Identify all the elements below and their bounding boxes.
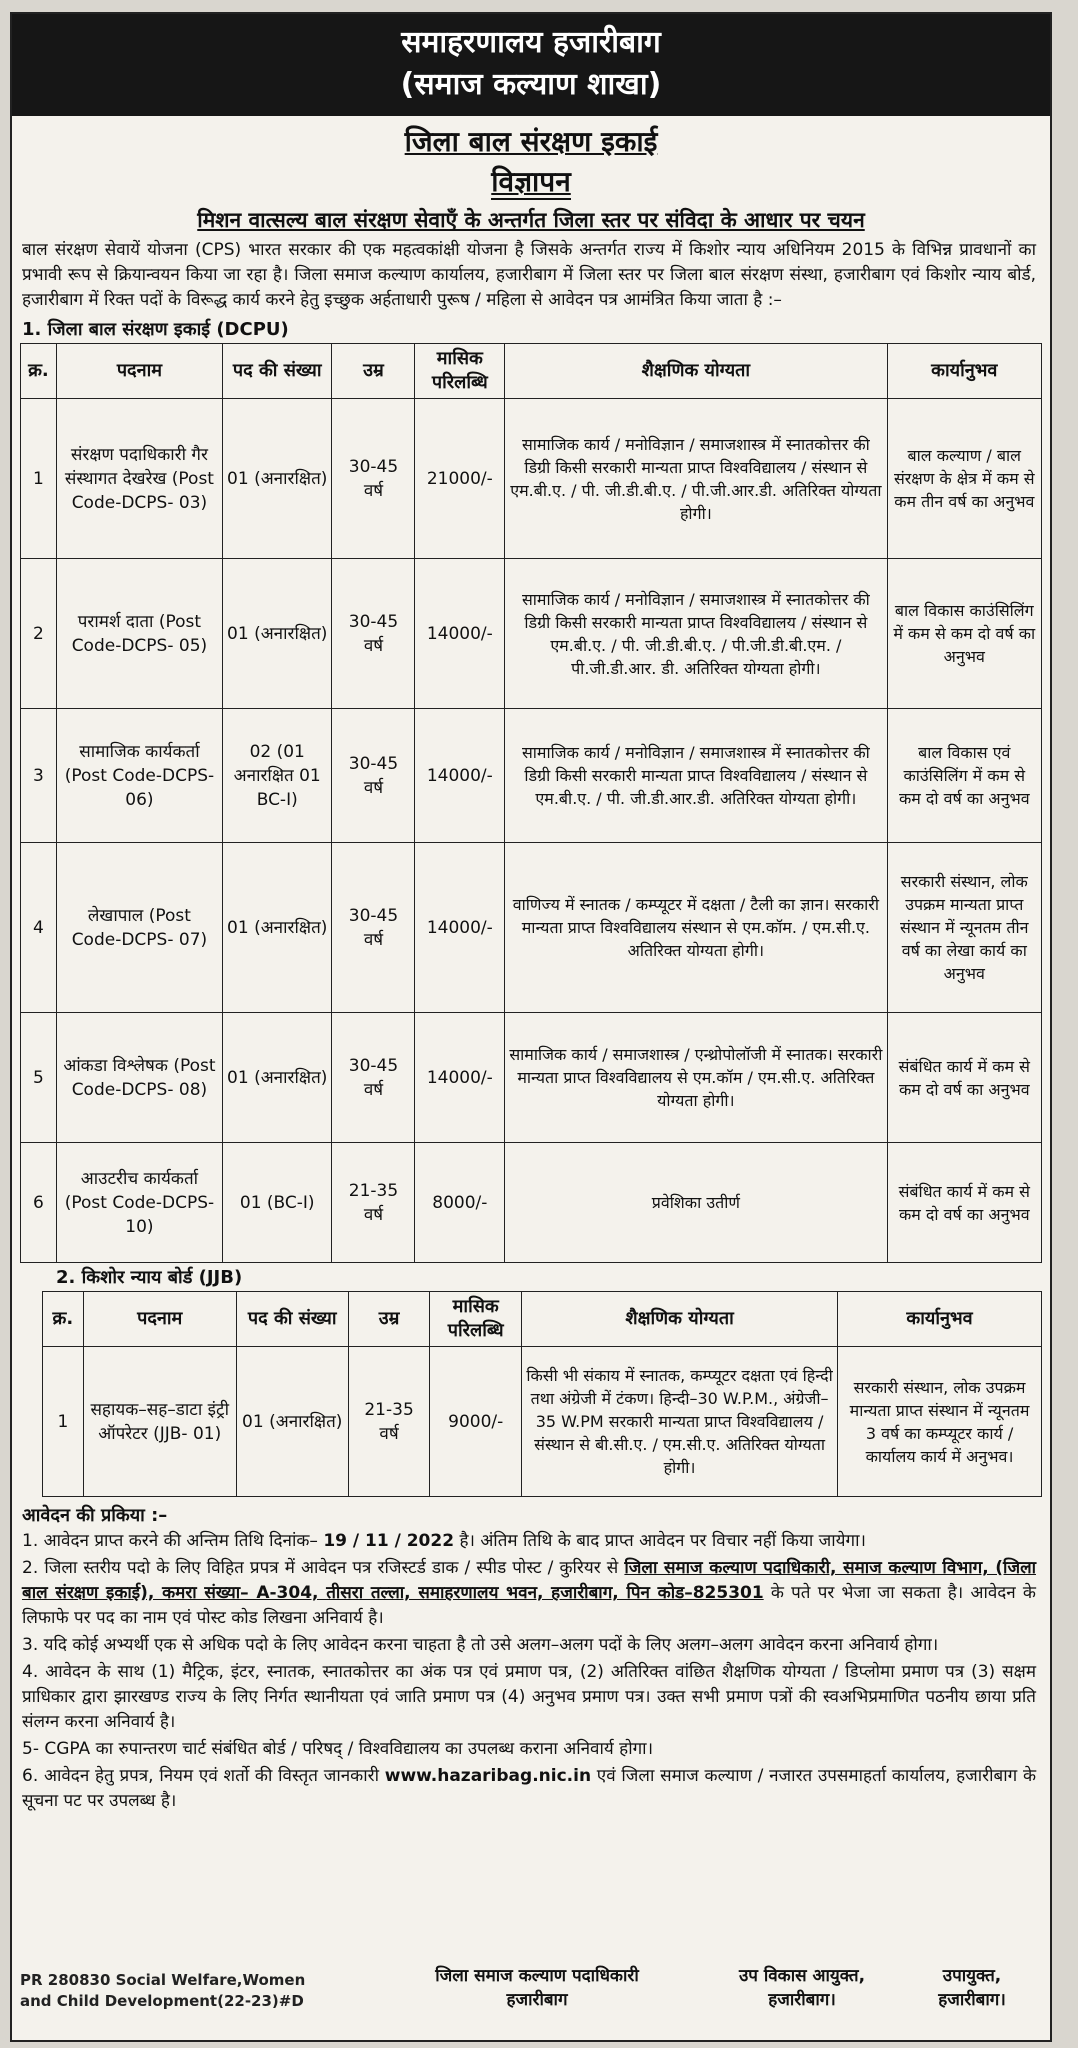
cell-post: लेखापाल (Post Code-DCPS- 07): [56, 843, 222, 1013]
signature-ddc: उप विकास आयुक्त, हजारीबाग।: [738, 1966, 866, 2010]
cell-edu: सामाजिक कार्य / मनोविज्ञान / समाजशास्त्र में स्नातकोत्तर की डिग्री किसी सरकारी मान्यता प्राप्त विश्वविद्यालय / संस्थान से एम.बी.ए. / पी. जी.डी.बी.ए. / पी.जी.आर.डी. अतिरिक्त योग्यता होगी।: [505, 399, 887, 559]
cell-exp: सरकारी संस्थान, लोक उपक्रम मान्यता प्राप्त संस्थान में न्यूनतम तीन वर्ष का लेखा कार्य का अनुभव: [887, 843, 1041, 1013]
table-row: [21, 709, 1042, 843]
table-row: [21, 843, 1042, 1013]
cell-count: 01 (अनारक्षित): [223, 559, 332, 709]
procedure-item-5: 5- CGPA का रुपान्तरण चार्ट संबंधित बोर्ड / परिषद् / विश्वविद्यालय का उपलब्ध कराना अनिवार्य होगा।: [22, 1739, 654, 1759]
advertisement-label: विज्ञापन: [491, 165, 571, 198]
postal-address: जिला समाज कल्याण पदाधिकारी, समाज कल्याण विभाग, (जिला बाल संरक्षण इकाई), कमरा संख्या– A-304, तीसरा तल्ला, समाहरणालय भवन, हजारीबाग, पिन कोड–825301: [22, 1558, 1036, 1603]
col-count: पद की संख्या: [223, 344, 332, 399]
cell-sn: 1: [21, 399, 57, 559]
signature-dswo: जिला समाज कल्याण पदाधिकारी हजारीबाग: [435, 1966, 639, 2010]
col-age: उम्र: [348, 1292, 430, 1347]
last-date: 19 / 11 / 2022: [323, 1531, 455, 1551]
cell-post: परामर्श दाता (Post Code-DCPS- 05): [56, 559, 222, 709]
col-count: पद की संख्या: [236, 1292, 348, 1347]
cell-pay: 14000/-: [415, 709, 505, 843]
cell-age: 21-35 वर्ष: [348, 1347, 430, 1497]
intro-paragraph: बाल संरक्षण सेवायें योजना (CPS) भारत सरकार की एक महत्वकांक्षी योजना है जिसके अन्तर्गत राज्य में किशोर न्याय अधिनियम 2015 के विभिन्न प्रावधानों का प्रभावी रूप से क्रियान्वयन किया जा रहा है। जिला समाज कल्याण कार्यालय, हजारीबाग में जिला स्तर पर जिला बाल संरक्षण संस्था, हजारीबाग एवं किशोर न्याय बोर्ड, हजारीबाग में रिक्त पदों के विरूद्ध कार्य करने हेतु इच्छुक अर्हताधारी पुरूष / महिला से आवेदन पत्र आमंत्रित किया जाता है :–: [22, 240, 1036, 310]
col-post: पदनाम: [56, 344, 222, 399]
cell-age: 30-45 वर्ष: [332, 843, 415, 1013]
table-row: [21, 1013, 1042, 1143]
col-sn: क्र.: [21, 344, 57, 399]
cell-post: सहायक–सह–डाटा इंट्री ऑपरेटर (JJB- 01): [83, 1347, 236, 1497]
cell-edu: सामाजिक कार्य / मनोविज्ञान / समाजशास्त्र में स्नातकोत्तर की डिग्री किसी सरकारी मान्यता प्राप्त विश्वविद्यालय / संस्थान से एम.बी.ए. / पी. जी.डी.आर.डी. अतिरिक्त योग्यता होगी।: [505, 709, 887, 843]
signature-dc: उपायुक्त, हजारीबाग।: [938, 1966, 1006, 2010]
cell-age: 30-45 वर्ष: [332, 1013, 415, 1143]
cell-age: 30-45 वर्ष: [332, 399, 415, 559]
table-row: [21, 399, 1042, 559]
cell-pay: 8000/-: [415, 1143, 505, 1263]
col-pay: मासिक परिलब्धि: [430, 1292, 522, 1347]
mission-line: मिशन वात्सल्य बाल संरक्षण सेवाएँ के अन्तर्गत जिला स्तर पर संविदा के आधार पर चयन: [197, 208, 865, 232]
cell-age: 21-35 वर्ष: [332, 1143, 415, 1263]
jjb-table-wrap: [42, 1291, 1042, 1497]
cell-pay: 21000/-: [415, 399, 505, 559]
procedure-item-3: 3. यदि कोई अभ्यर्थी एक से अधिक पदो के लिए आवेदन करना चाहता है तो उसे अलग–अलग पदों के लिए अलग–अलग आवेदन करना अनिवार्य होगा।: [22, 1635, 939, 1655]
cell-pay: 14000/-: [415, 843, 505, 1013]
header-subtitle: (समाज कल्याण शाखा): [400, 67, 662, 102]
cell-edu: सामाजिक कार्य / समाजशास्त्र / एन्थ्रोपोलॉजी में स्नातक। सरकारी मान्यता प्राप्त विश्वविद्यालय से एम.कॉम / एम.सी.ए. अतिरिक्त योग्यता होगी।: [505, 1013, 887, 1143]
dcpu-header-row: [21, 344, 1042, 399]
cell-count: 01 (अनारक्षित): [223, 843, 332, 1013]
table-row: [43, 1347, 1042, 1497]
cell-exp: सरकारी संस्थान, लोक उपक्रम मान्यता प्राप्त संस्थान में न्यूनतम 3 वर्ष का कम्प्यूटर कार्य / कार्यालय कार्य में अनुभव।: [838, 1347, 1042, 1497]
cell-exp: बाल विकास एवं काउंसिलिंग में कम से कम दो वर्ष का अनुभव: [887, 709, 1041, 843]
table-row: [21, 1143, 1042, 1263]
cell-sn: 5: [21, 1013, 57, 1143]
cell-edu: किसी भी संकाय में स्नातक, कम्प्यूटर दक्षता एवं हिन्दी तथा अंग्रेजी में टंकण। हिन्दी–30 W.P.M., अंग्रेजी–35 W.PM सरकारी मान्यता प्राप्त विश्वविद्यालय / संस्थान से बी.सी.ए. / एम.सी.ए. अतिरिक्त योग्यता होगी।: [522, 1347, 838, 1497]
cell-count: 01 (अनारक्षित): [223, 1013, 332, 1143]
col-exp: कार्यानुभव: [838, 1292, 1042, 1347]
section2-title: 2. किशोर न्याय बोर्ड (JJB): [56, 1267, 243, 1288]
cell-post: सामाजिक कार्यकर्ता (Post Code-DCPS- 06): [56, 709, 222, 843]
cell-sn: 1: [43, 1347, 84, 1497]
cell-post: आंकडा विश्लेषक (Post Code-DCPS- 08): [56, 1013, 222, 1143]
header-title: समाहरणालय हजारीबाग: [401, 25, 661, 60]
cell-sn: 3: [21, 709, 57, 843]
procedure-item-1: 1. आवेदन प्राप्त करने की अन्तिम तिथि दिनांक– 19 / 11 / 2022 है। अंतिम तिथि के बाद प्राप्त आवेदन पर विचार नहीं किया जायेगा।: [22, 1531, 866, 1551]
cell-exp: बाल विकास काउंसिलिंग में कम से कम दो वर्ष का अनुभव: [887, 559, 1041, 709]
footer: [12, 1964, 1050, 2034]
cell-edu: सामाजिक कार्य / मनोविज्ञान / समाजशास्त्र में स्नातकोत्तर की डिग्री किसी सरकारी मान्यता प्राप्त विश्वविद्यालय / संस्थान से एम.बी.ए. / पी. जी.डी.बी.ए. / पी.जी.डी.बी.एम. / पी.जी.डी.आर. डी. अतिरिक्त योग्यता होगी।: [505, 559, 887, 709]
cell-sn: 4: [21, 843, 57, 1013]
dcpu-table: [20, 343, 1042, 1263]
header-banner: [12, 14, 1050, 116]
cell-count: 01 (अनारक्षित): [236, 1347, 348, 1497]
cell-post: संरक्षण पदाधिकारी गैर संस्थागत देखरेख (Post Code-DCPS- 03): [56, 399, 222, 559]
cell-exp: संबंधित कार्य में कम से कम दो वर्ष का अनुभव: [887, 1143, 1041, 1263]
cell-exp: संबंधित कार्य में कम से कम दो वर्ष का अनुभव: [887, 1013, 1041, 1143]
cell-exp: बाल कल्याण / बाल संरक्षण के क्षेत्र में कम से कम तीन वर्ष का अनुभव: [887, 399, 1041, 559]
cell-pay: 14000/-: [415, 1013, 505, 1143]
unit-title: जिला बाल संरक्षण इकाई: [404, 125, 658, 158]
cell-sn: 6: [21, 1143, 57, 1263]
cell-count: 02 (01 अनारक्षित 01 BC-I): [223, 709, 332, 843]
jjb-table: [42, 1291, 1042, 1497]
website-link[interactable]: www.hazaribag.nic.in: [384, 1766, 592, 1786]
cell-edu: वाणिज्य में स्नातक / कम्प्यूटर में दक्षता / टैली का ज्ञान। सरकारी मान्यता प्राप्त विश्वविद्यालय संस्थान से एम.कॉम. / एम.सी.ए. अतिरिक्त योग्यता होगी।: [505, 843, 887, 1013]
procedure-title: आवेदन की प्रकिया :–: [22, 1505, 168, 1526]
cell-edu: प्रवेशिका उतीर्ण: [505, 1143, 887, 1263]
jjb-header-row: [43, 1292, 1042, 1347]
col-edu: शैक्षणिक योग्यता: [522, 1292, 838, 1347]
cell-sn: 2: [21, 559, 57, 709]
col-age: उम्र: [332, 344, 415, 399]
procedure-list: [12, 1529, 1050, 1814]
cell-count: 01 (अनारक्षित): [223, 399, 332, 559]
section1-title: 1. जिला बाल संरक्षण इकाई (DCPU): [22, 319, 289, 340]
col-post: पदनाम: [83, 1292, 236, 1347]
col-exp: कार्यानुभव: [887, 344, 1041, 399]
col-edu: शैक्षणिक योग्यता: [505, 344, 887, 399]
cell-age: 30-45 वर्ष: [332, 709, 415, 843]
cell-age: 30-45 वर्ष: [332, 559, 415, 709]
col-sn: क्र.: [43, 1292, 84, 1347]
cell-pay: 9000/-: [430, 1347, 522, 1497]
cell-post: आउटरीच कार्यकर्ता (Post Code-DCPS- 10): [56, 1143, 222, 1263]
dcpu-table-wrap: [20, 343, 1042, 1263]
advertisement-page: [10, 12, 1052, 2042]
table-row: [21, 559, 1042, 709]
procedure-item-2: 2. जिला स्तरीय पदो के लिए विहित प्रपत्र में आवेदन पत्र रजिस्टर्ड डाक / स्पीड पोस्ट / कुरियर से जिला समाज कल्याण पदाधिकारी, समाज कल्याण विभाग, (जिला बाल संरक्षण इकाई), कमरा संख्या– A-304, तीसरा तल्ला, समाहरणालय भवन, हजारीबाग, पिन कोड–825301 के पते पर भेजा जा सकता है। आवेदन के लिफाफे पर पद का नाम एवं पोस्ट कोड लिखना अनिवार्य है।: [22, 1558, 1036, 1628]
col-pay: मासिक परिलब्धि: [415, 344, 505, 399]
procedure-item-4: 4. आवेदन के साथ (1) मैट्रिक, इंटर, स्नातक, स्नातकोत्तर का अंक पत्र एवं प्रमाण पत्र, (2) अतिरिक्त वांछित शैक्षणिक योग्यता / डिप्लोमा प्रमाण पत्र (3) सक्षम प्राधिकार द्वारा झारखण्ड राज्य के लिए निर्गत स्थानीयता एवं जाति प्रमाण पत्र (4) अनुभव प्रमाण पत्र। उक्त सभी प्रमाण पत्रों की स्वअभिप्रमाणित पठनीय छाया प्रति संलग्न करना अनिवार्य है।: [22, 1662, 1036, 1732]
pr-number: PR 280830 Social Welfare,Women and Child Development(22-23)#D: [20, 1971, 306, 2010]
procedure-item-6: 6. आवेदन हेतु प्रपत्र, नियम एवं शर्तो की विस्तृत जानकारी www.hazaribag.nic.in एवं जिला समाज कल्याण / नजारत उपसमाहर्ता कार्यालय, हजारीबाग के सूचना पट पर उपलब्ध है।: [22, 1766, 1036, 1811]
cell-pay: 14000/-: [415, 559, 505, 709]
cell-count: 01 (BC-I): [223, 1143, 332, 1263]
